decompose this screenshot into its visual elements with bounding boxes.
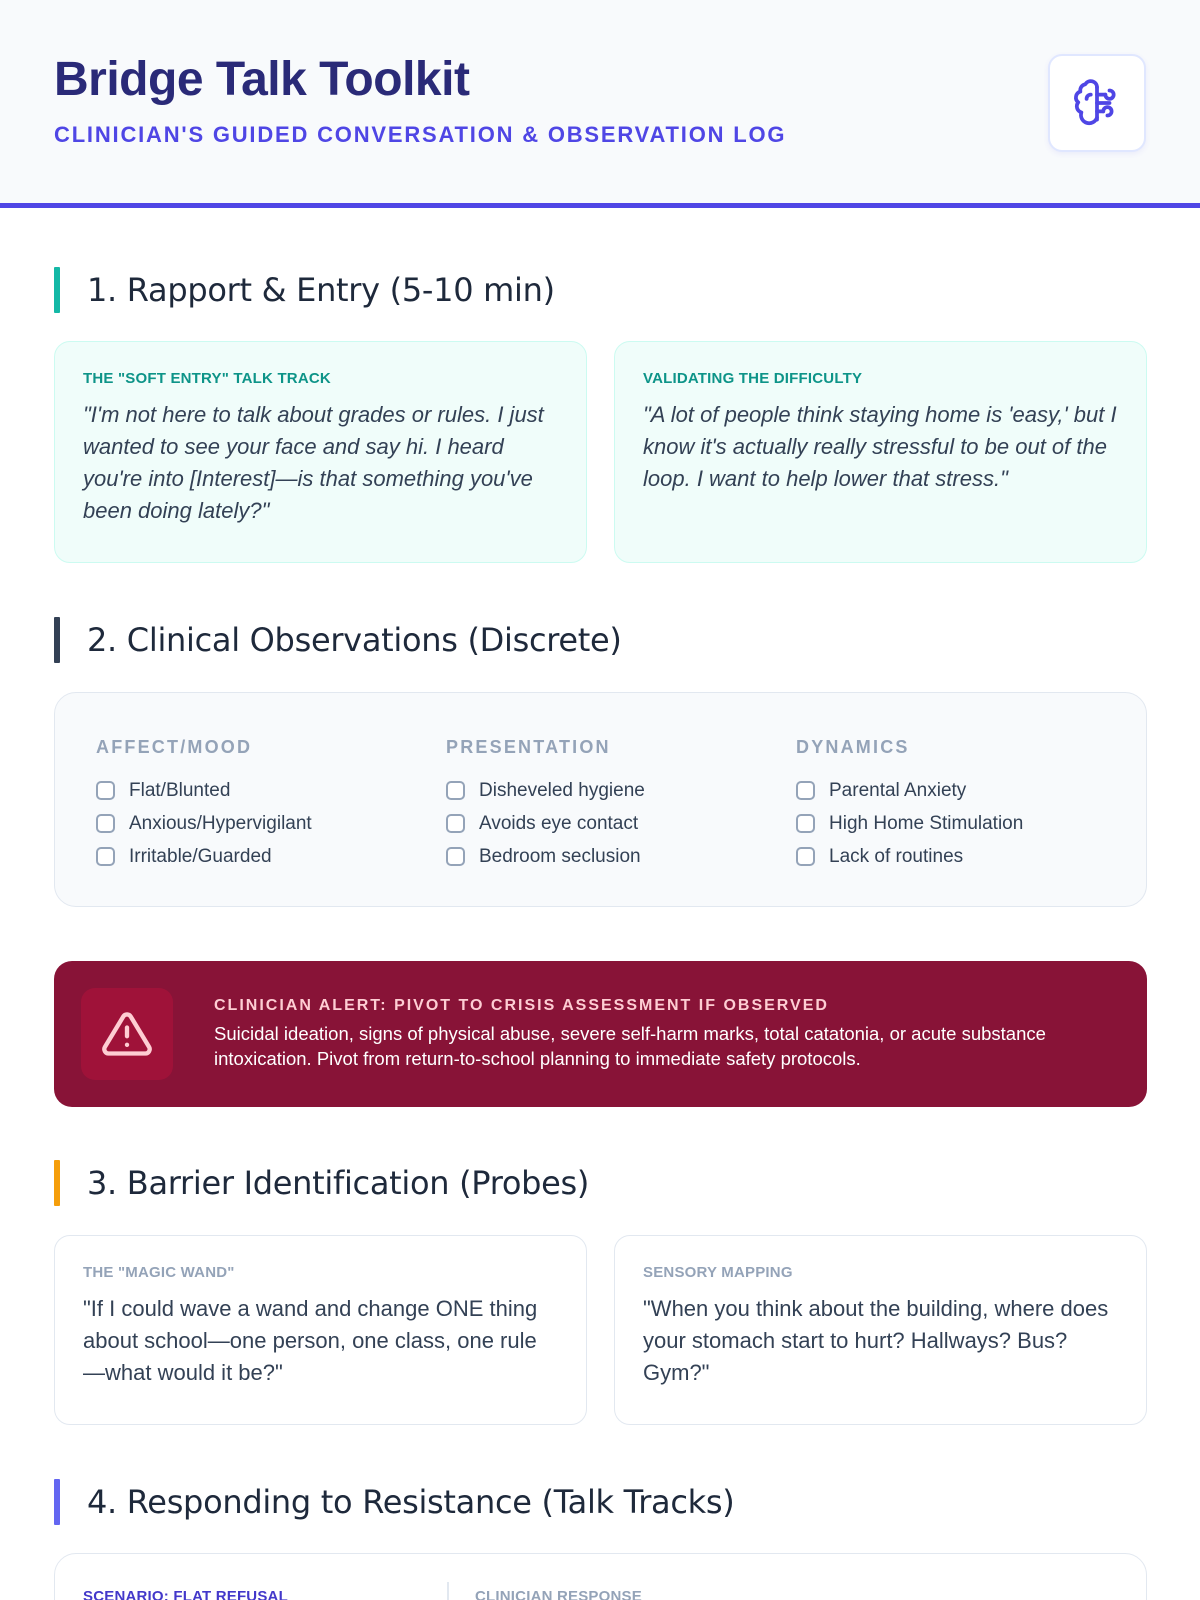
- section-barriers-heading: [54, 1160, 589, 1206]
- observation-label: Disheveled hygiene: [479, 779, 645, 801]
- observation-column-heading: AFFECT/MOOD: [96, 737, 253, 757]
- section-title: 3. Barrier Identification (Probes): [87, 1164, 590, 1202]
- brain-icon: [1072, 78, 1122, 128]
- section-observations-heading: [54, 617, 622, 663]
- observation-label: Anxious/Hypervigilant: [129, 812, 312, 834]
- observation-label: Avoids eye contact: [479, 812, 639, 834]
- section-accent-bar: [54, 1479, 60, 1525]
- card-quote: "A lot of people think staying home is 'easy,' but I know it's actually really stressful to be out of the loop. I want to help lower that stress.": [643, 402, 1117, 491]
- card-quote: "If I could wave a wand and change ONE thing about school—one person, one class, one rule—what would it be?": [83, 1296, 538, 1385]
- card-label: VALIDATING THE DIFFICULTY: [643, 370, 863, 387]
- section-accent-bar: [54, 1160, 60, 1206]
- observation-column-heading: PRESENTATION: [446, 737, 611, 757]
- observation-item[interactable]: [796, 807, 1126, 840]
- checkbox[interactable]: [796, 847, 815, 866]
- page-header: [0, 0, 1200, 208]
- logo: [1048, 54, 1146, 152]
- observation-label: Irritable/Guarded: [129, 845, 272, 867]
- alert-icon-container: [81, 988, 173, 1080]
- observation-column-heading: DYNAMICS: [796, 737, 910, 757]
- section-title: 1. Rapport & Entry (5-10 min): [87, 271, 555, 309]
- observations-panel: [54, 692, 1147, 907]
- observation-item[interactable]: [446, 774, 776, 807]
- observation-item[interactable]: [446, 807, 776, 840]
- observation-item[interactable]: [96, 840, 426, 873]
- observation-item[interactable]: [96, 807, 426, 840]
- warning-icon: [101, 1008, 153, 1060]
- observation-column: [446, 737, 776, 873]
- crisis-alert-banner: [54, 961, 1147, 1107]
- card-quote: "When you think about the building, where does your stomach start to hurt? Hallways? Bus? Gym?": [643, 1296, 1109, 1385]
- divider: [447, 1582, 449, 1600]
- section-accent-bar: [54, 617, 60, 663]
- checkbox[interactable]: [446, 847, 465, 866]
- section-accent-bar: [54, 267, 60, 313]
- card-label: THE "SOFT ENTRY" TALK TRACK: [83, 370, 331, 387]
- resistance-scenario-panel: [54, 1553, 1147, 1600]
- probe-card: [54, 1235, 587, 1425]
- checkbox[interactable]: [96, 781, 115, 800]
- observation-column: [96, 737, 426, 873]
- probe-card: [614, 1235, 1147, 1425]
- alert-body: Suicidal ideation, signs of physical abuse, severe self-harm marks, total catatonia, or acute substance intoxication. Pivot from return-to-school planning to immediate safety protocols.: [214, 1023, 1046, 1069]
- checkbox[interactable]: [96, 847, 115, 866]
- section-resistance-heading: [54, 1479, 734, 1525]
- observation-label: Parental Anxiety: [829, 779, 967, 801]
- observation-label: Flat/Blunted: [129, 779, 231, 801]
- observation-item[interactable]: [796, 840, 1126, 873]
- observation-item[interactable]: [96, 774, 426, 807]
- observation-label: Bedroom seclusion: [479, 845, 641, 867]
- checkbox[interactable]: [796, 814, 815, 833]
- observation-item[interactable]: [446, 840, 776, 873]
- section-rapport-heading: [54, 267, 555, 313]
- talk-track-card: [54, 341, 587, 563]
- section-title: 4. Responding to Resistance (Talk Tracks): [87, 1483, 735, 1521]
- talk-track-card: [614, 341, 1147, 563]
- checkbox[interactable]: [796, 781, 815, 800]
- checkbox[interactable]: [96, 814, 115, 833]
- checkbox[interactable]: [446, 814, 465, 833]
- card-label: THE "MAGIC WAND": [83, 1264, 235, 1281]
- card-label: SENSORY MAPPING: [643, 1264, 793, 1281]
- scenario-label: SCENARIO: FLAT REFUSAL: [83, 1588, 288, 1600]
- response-label: CLINICIAN RESPONSE: [475, 1588, 642, 1600]
- checkbox[interactable]: [446, 781, 465, 800]
- observation-item[interactable]: [796, 774, 1126, 807]
- section-title: 2. Clinical Observations (Discrete): [87, 621, 622, 659]
- page-subtitle: CLINICIAN'S GUIDED CONVERSATION & OBSERVATION LOG: [54, 122, 787, 147]
- observation-label: Lack of routines: [829, 845, 964, 867]
- observation-label: High Home Stimulation: [829, 812, 1024, 834]
- card-quote: "I'm not here to talk about grades or rules. I just wanted to see your face and say hi. I heard you're into [Interest]—is that something you've been doing lately?": [83, 402, 544, 523]
- observation-column: [796, 737, 1126, 873]
- page-title: Bridge Talk Toolkit: [54, 53, 470, 106]
- alert-title: CLINICIAN ALERT: PIVOT TO CRISIS ASSESSMENT IF OBSERVED: [214, 997, 829, 1014]
